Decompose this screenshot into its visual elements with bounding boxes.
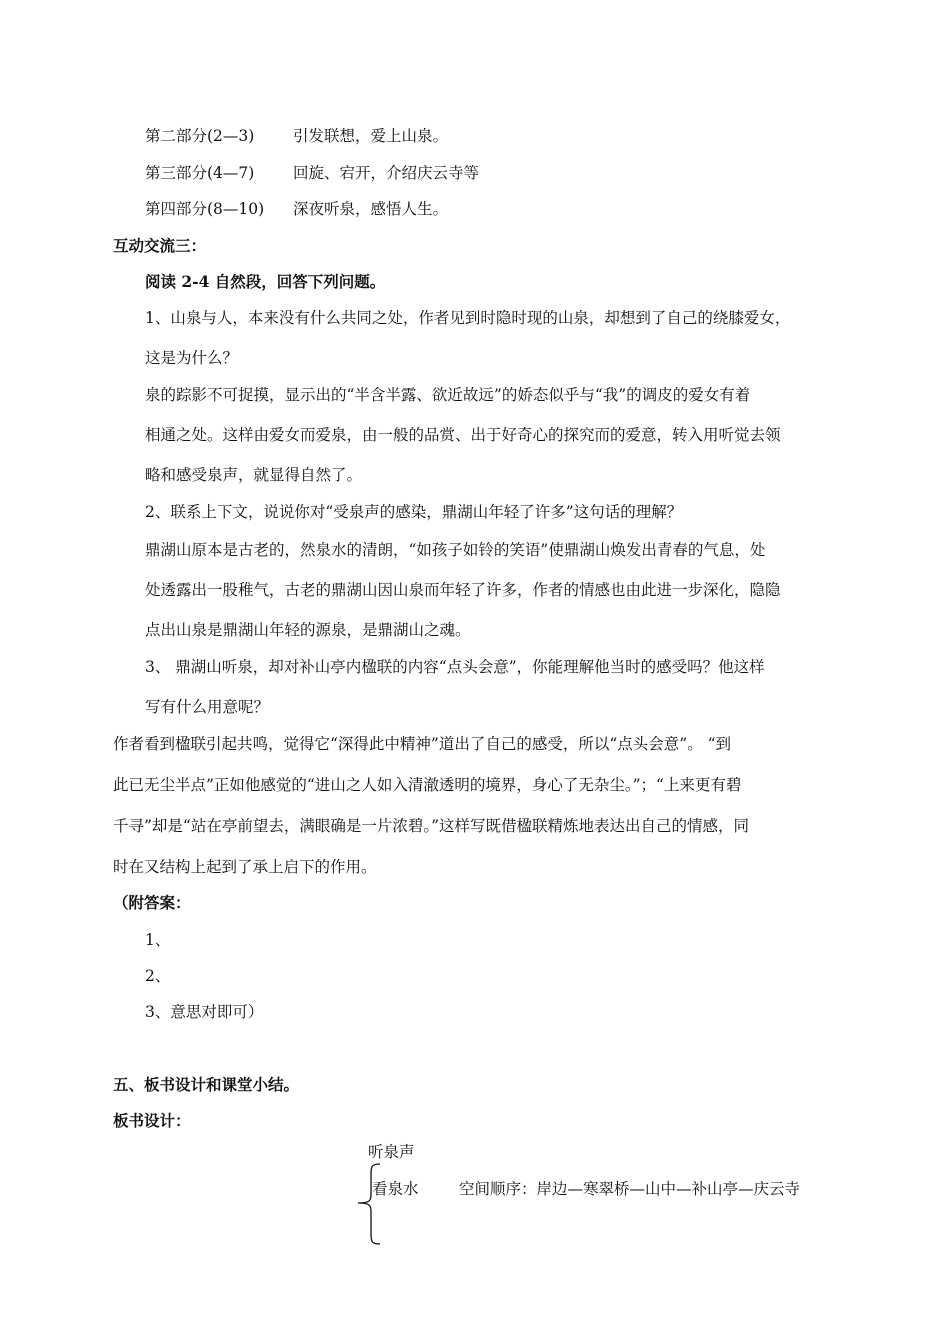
outline-part-4 bbox=[145, 199, 448, 219]
answer-2-line-1: 鼎湖山原本是古老的，然泉水的清朗，“如孩子如铃的笑语”使鼎湖山焕发出青春的气息，处 bbox=[145, 541, 766, 559]
board-spatial-order: 空间顺序：岸边—寒翠桥—山中—补山亭—庆云寺 bbox=[459, 1180, 801, 1198]
answer-2-line-3: 点出山泉是鼎湖山年轻的源泉，是鼎湖山之魂。 bbox=[145, 621, 471, 639]
section-heading-interaction-3: 互动交流三： bbox=[113, 236, 207, 255]
curly-brace bbox=[352, 1163, 382, 1245]
answer-3-line-2: 此已无尘半点”正如他感觉的“进山之人如入清澈透明的境界，身心了无杂尘。”；“上来更有碧 bbox=[113, 776, 742, 794]
appendix-item-3: 3、意思对即可） bbox=[145, 1003, 264, 1021]
outline-part-3 bbox=[145, 163, 479, 183]
answer-2-line-2: 处透露出一股稚气，古老的鼎湖山因山泉而年轻了许多，作者的情感也由此进一步深化，隐隐 bbox=[145, 581, 781, 599]
question-2: 2、联系上下文，说说你对“受泉声的感染，鼎湖山年轻了许多”这句话的理解？ bbox=[145, 503, 683, 521]
instruction-text: 阅读 2-4 自然段，回答下列问题。 bbox=[145, 272, 386, 291]
board-item-look: 看泉水 bbox=[372, 1180, 419, 1198]
question-3-line-2: 写有什么用意呢？ bbox=[145, 698, 270, 716]
appendix-label: （附答案： bbox=[113, 893, 191, 912]
question-3-line-1: 3、 鼎湖山听泉，却对补山亭内楹联的内容“点头会意”，你能理解他当时的感受吗？他这样 bbox=[145, 658, 765, 676]
outline-part-desc: 引发联想，爱上山泉。 bbox=[293, 127, 449, 145]
outline-part-desc: 回旋、宕开，介绍庆云寺等 bbox=[293, 164, 480, 182]
outline-part-desc: 深夜听泉，感悟人生。 bbox=[293, 200, 449, 218]
outline-part-2 bbox=[145, 126, 448, 146]
answer-3-line-1: 作者看到楹联引起共鸣，觉得它“深得此中精神”道出了自己的感受，所以“点头会意”。 “到 bbox=[113, 735, 732, 753]
outline-part-label: 第二部分(2—3) bbox=[145, 127, 255, 145]
answer-3-line-4: 时在又结构上起到了承上启下的作用。 bbox=[113, 858, 377, 876]
board-label: 板书设计： bbox=[113, 1111, 191, 1130]
question-1-line-2: 这是为什么？ bbox=[145, 349, 239, 367]
outline-part-label: 第三部分(4—7) bbox=[145, 164, 255, 182]
outline-part-label: 第四部分(8—10) bbox=[145, 200, 265, 218]
section-heading-board: 五、板书设计和课堂小结。 bbox=[113, 1075, 300, 1094]
appendix-item-1: 1、 bbox=[145, 931, 171, 949]
answer-3-line-3: 千寻”却是“站在亭前望去，满眼确是一片浓碧。”这样写既借楹联精炼地表达出自己的情感，同 bbox=[113, 817, 750, 835]
answer-1-line-3: 略和感受泉声，就显得自然了。 bbox=[145, 466, 363, 484]
answer-1-line-1: 泉的踪影不可捉摸，显示出的“半含半露、欲近故远”的娇态似乎与“我”的调皮的爱女有着 bbox=[145, 386, 751, 404]
question-1-line-1: 1、山泉与人，本来没有什么共同之处，作者见到时隐时现的山泉，却想到了自己的绕膝爱女， bbox=[145, 309, 791, 327]
appendix-item-2: 2、 bbox=[145, 967, 171, 985]
board-item-listen: 听泉声 bbox=[368, 1143, 415, 1161]
answer-1-line-2: 相通之处。这样由爱女而爱泉，由一般的品赏、出于好奇心的探究而的爱意，转入用听觉去领 bbox=[145, 426, 781, 444]
